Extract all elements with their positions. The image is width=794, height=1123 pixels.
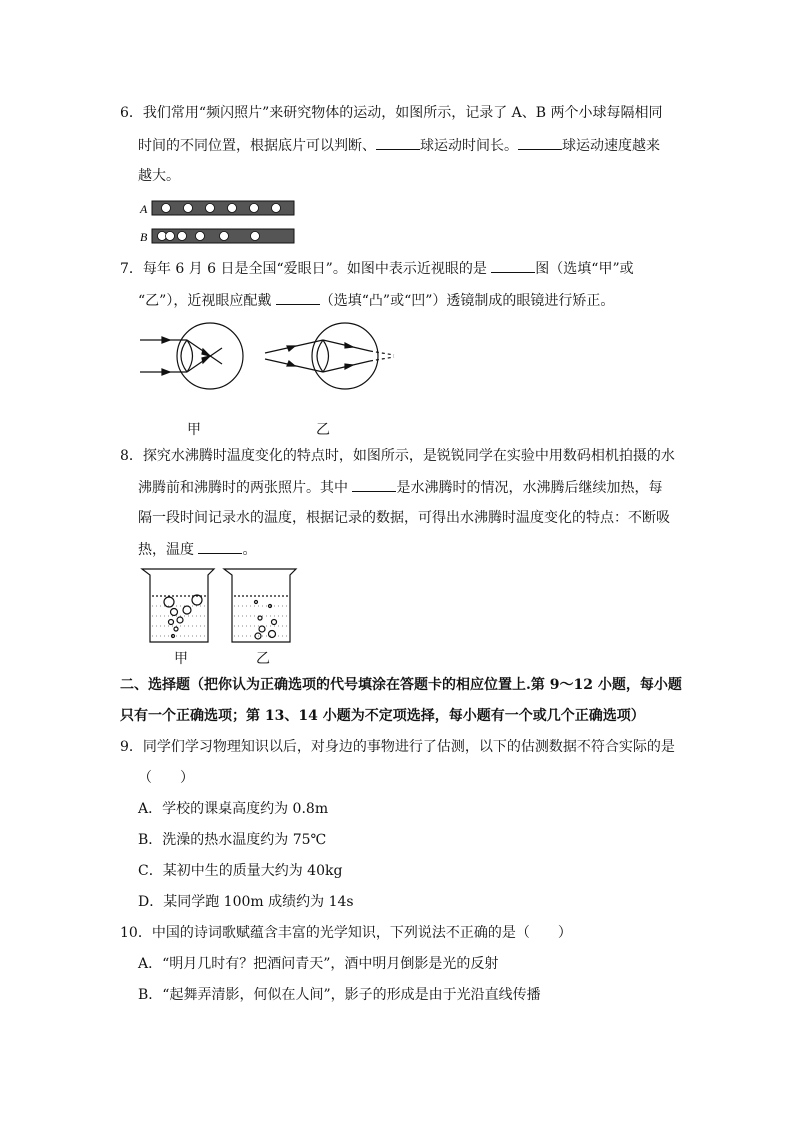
q8-line2-text-b: 是水沸腾时的情况，水沸腾后继续加热，每 [396,480,663,496]
eye-diagram-figure [140,318,410,402]
beaker-jia [142,569,214,642]
q8-line1: 8．探究水沸腾时温度变化的特点时，如图所示，是锐锐同学在实验中用数码相机拍摄的水 [120,448,675,464]
q7-line2 [138,290,614,311]
q9-answer-paren: （ ） [138,770,194,786]
q8-line4-text-a: 热，温度 [138,542,199,558]
q6-line2-text-a: 时间的不同位置，根据底片可以判断、 [138,138,376,154]
strobe-label-a: A [140,202,148,216]
q6-line2-text-b: 球运动时间长。 [420,138,518,154]
q8-line2-text-a: 沸腾前和沸腾时的两张照片。其中 [138,480,353,496]
q7-line2-text-b: （选填“凸”或“凹”）透镜制成的眼镜进行矫正。 [319,293,615,309]
q10-option-a: A．“明月几时有？把酒问青天”，酒中明月倒影是光的反射 [138,956,499,972]
q9-option-c: C．某初中生的质量大约为 40kg [138,863,343,879]
q6-line3: 越大。 [138,168,180,184]
q6-blank-1 [376,135,420,150]
q8-line2 [138,477,662,498]
q8-line4 [138,539,256,560]
strobe-photo-figure [138,198,298,252]
q8-line3: 隔一段时间记录水的温度，根据记录的数据，可得出水沸腾时温度变化的特点：不断吸 [138,510,670,526]
eye-yi [265,323,394,389]
section2-heading-line1: 二、选择题（把你认为正确选项的代号填涂在答题卡的相应位置上.第 9～12 小题，每小题 [120,677,682,693]
eye-jia [140,323,243,389]
q8-line4-text-b: 。 [242,542,257,558]
q7-line1-text-b: 图（选填“甲”或 [535,261,634,277]
section2-heading-line2: 只有一个正确选项；第 13、14 小题为不定项选择，每小题有一个或几个正确选项） [120,708,645,724]
strobe-photo-svg [138,198,298,248]
beaker-figure [140,566,300,650]
q7-caption-jia: 甲 [187,422,201,438]
q10-stem: 10．中国的诗词歌赋蕴含丰富的光学知识，下列说法不正确的是（ ） [120,925,572,941]
q7-caption-yi: 乙 [316,422,330,438]
q6-line1: 6．我们常用“频闪照片”来研究物体的运动，如图所示，记录了 A、B 两个小球每隔相同 [120,105,663,121]
q6-line2 [138,135,660,156]
beaker-svg [140,566,300,646]
q7-line1-text-a: 7．每年 6 月 6 日是全国“爱眼日”。如图中表示近视眼的是 [120,261,492,277]
q6-line2-text-c: 球运动速度越来 [562,138,660,154]
q6-blank-2 [518,135,562,150]
beaker-yi [224,569,296,642]
q9-option-a: A．学校的课桌高度约为 0.8m [138,801,329,817]
q10-option-b: B．“起舞弄清影，何似在人间”，影子的形成是由于光沿直线传播 [138,987,541,1003]
eye-diagram-svg [140,318,410,398]
q8-caption-jia: 甲 [174,651,188,667]
q9-stem: 9．同学们学习物理知识以后，对身边的事物进行了估测，以下的估测数据不符合实际的是 [120,739,675,755]
q9-option-d: D．某同学跑 100m 成绩约为 14s [138,894,354,910]
q7-blank-2 [276,290,320,305]
q7-blank-1 [491,258,535,273]
q8-blank-1 [352,477,396,492]
q9-option-b: B．洗澡的热水温度约为 75℃ [138,832,327,848]
strobe-label-b: B [140,230,148,244]
q8-blank-2 [198,539,242,554]
q8-caption-yi: 乙 [256,651,270,667]
q7-line2-text-a: “乙”），近视眼应配戴 [138,293,276,309]
q7-line1 [120,258,634,279]
